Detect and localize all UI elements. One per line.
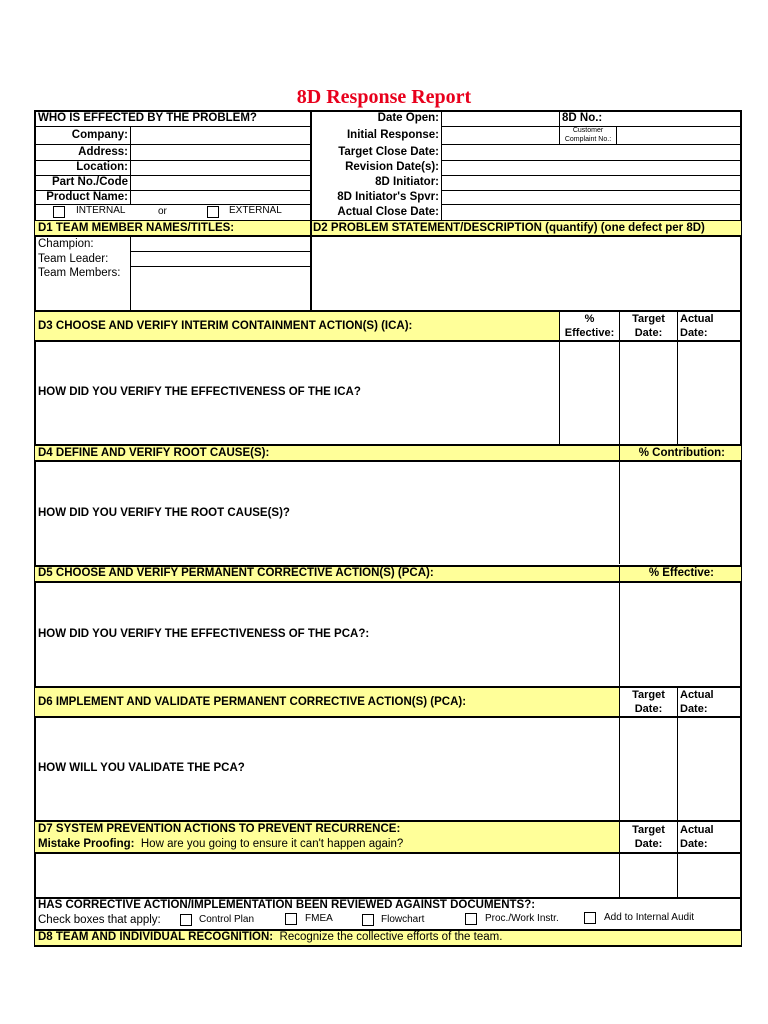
customer-label: Customer	[572, 127, 604, 134]
d6-actual-line1: Actual	[680, 689, 714, 701]
date-open-field[interactable]	[442, 111, 558, 126]
d3-actual-date-header	[680, 312, 740, 340]
d6-target-line1: Target	[632, 689, 665, 701]
flowchart-label: Flowchart	[381, 914, 425, 925]
8d-initiator-spvr-field[interactable]	[442, 191, 740, 203]
d4-contribution-header: % Contribution:	[638, 447, 725, 459]
who-effected-label: WHO IS EFFECTED BY THE PROBLEM?	[38, 112, 257, 124]
champion-label: Champion:	[38, 238, 94, 250]
d3-pct-effective-header	[560, 312, 619, 340]
d6-col-divider	[677, 688, 678, 820]
complaint-no-label: Complaint No.:	[564, 136, 612, 143]
part-no-field[interactable]	[131, 176, 309, 189]
product-name-field[interactable]	[131, 191, 309, 203]
8d-no-label: 8D No.:	[562, 112, 603, 124]
d3-target-line2: Date:	[634, 327, 663, 339]
product-name-label: Product Name:	[46, 191, 128, 203]
complaint-divider	[616, 126, 617, 144]
initial-response-field[interactable]	[442, 127, 558, 143]
location-label: Location:	[76, 161, 128, 173]
address-field[interactable]	[131, 145, 309, 159]
review-label: HAS CORRECTIVE ACTION/IMPLEMENTATION BEEN REVIEWED AGAINST DOCUMENTS?:	[38, 899, 536, 911]
d6-question: HOW WILL YOU VALIDATE THE PCA?	[38, 762, 245, 774]
d7-target-date-header	[620, 823, 677, 851]
d6-actual-line2: Date:	[680, 703, 708, 715]
d3-target-date-header	[620, 312, 677, 340]
location-field[interactable]	[131, 161, 309, 174]
d3-actual-line1: Actual	[680, 313, 714, 325]
d4-col-divider	[619, 446, 620, 564]
d3-col-divider	[677, 312, 678, 444]
d6-actual-date-header	[680, 688, 740, 716]
flowchart-checkbox[interactable]	[362, 914, 374, 926]
control-plan-label: Control Plan	[199, 914, 255, 925]
d1-label: D1 TEAM MEMBER NAMES/TITLES:	[38, 222, 235, 234]
d3-question: HOW DID YOU VERIFY THE EFFECTIVENESS OF THE ICA?	[38, 386, 361, 398]
d7-actual-line1: Actual	[680, 824, 714, 836]
8d-initiator-label: 8D Initiator:	[375, 176, 439, 188]
d6-target-date-header	[620, 688, 677, 716]
d4-label: D4 DEFINE AND VERIFY ROOT CAUSE(S):	[38, 447, 270, 459]
mistake-proofing-label: Mistake Proofing:	[38, 838, 135, 850]
proc-work-instr-checkbox[interactable]	[465, 913, 477, 925]
d8-row	[38, 931, 502, 944]
team-leader-label: Team Leader:	[38, 253, 109, 265]
proc-work-instr-label: Proc./Work Instr.	[485, 913, 559, 924]
champion-field[interactable]	[131, 237, 309, 251]
d3-target-line1: Target	[632, 313, 665, 325]
d7-label: D7 SYSTEM PREVENTION ACTIONS TO PREVENT RECURRENCE:	[38, 823, 401, 835]
d7-actual-line2: Date:	[680, 838, 708, 850]
d7-target-line1: Target	[632, 824, 665, 836]
d4-question: HOW DID YOU VERIFY THE ROOT CAUSE(S)?	[38, 507, 290, 519]
d3-actual-line2: Date:	[680, 327, 708, 339]
fmea-label: FMEA	[305, 913, 333, 924]
internal-audit-label: Add to Internal Audit	[604, 912, 695, 923]
target-close-date-label: Target Close Date:	[338, 146, 439, 158]
d7-col-divider	[677, 822, 678, 897]
d3-pct-line1: %	[584, 313, 595, 325]
check-boxes-label: Check boxes that apply:	[38, 914, 161, 926]
internal-label: INTERNAL	[76, 205, 126, 216]
d7-target-line2: Date:	[634, 838, 663, 850]
d7-mistake-proofing-row	[38, 838, 403, 851]
d3-pct-line2: Effective:	[564, 327, 615, 339]
control-plan-checkbox[interactable]	[180, 914, 192, 926]
internal-audit-checkbox[interactable]	[584, 912, 596, 924]
fmea-checkbox[interactable]	[285, 913, 297, 925]
target-close-date-field[interactable]	[442, 145, 740, 159]
8d-initiator-field[interactable]	[442, 176, 740, 189]
part-no-label: Part No./Code	[51, 176, 128, 188]
problem-statement-field[interactable]	[312, 237, 740, 309]
external-checkbox[interactable]	[207, 206, 219, 218]
d6-label: D6 IMPLEMENT AND VALIDATE PERMANENT CORRECTIVE ACTION(S) (PCA):	[38, 696, 467, 708]
8d-initiator-spvr-label: 8D Initiator's Spvr:	[337, 191, 439, 203]
d8-label: D8 TEAM AND INDIVIDUAL RECOGNITION:	[38, 931, 274, 943]
revision-dates-field[interactable]	[442, 161, 740, 174]
report-title: 8D Response Report	[296, 86, 472, 108]
team-members-field[interactable]	[131, 267, 309, 309]
d5-question: HOW DID YOU VERIFY THE EFFECTIVENESS OF THE PCA?:	[38, 628, 370, 640]
d5-col-divider	[619, 567, 620, 686]
mistake-proofing-text: How are you going to ensure it can't happen again?	[140, 838, 404, 850]
initial-response-label: Initial Response:	[346, 129, 439, 141]
team-leader-field[interactable]	[131, 252, 309, 266]
company-label: Company:	[71, 129, 128, 141]
d7-actual-date-header	[680, 823, 740, 851]
company-field[interactable]	[131, 127, 309, 143]
d2-label: D2 PROBLEM STATEMENT/DESCRIPTION (quantify) (one defect per 8D)	[313, 222, 705, 234]
internal-checkbox[interactable]	[53, 206, 65, 218]
prevention-field[interactable]	[36, 854, 618, 896]
date-open-label: Date Open:	[377, 112, 439, 124]
d5-effective-header: % Effective:	[648, 567, 714, 579]
revision-dates-label: Revision Date(s):	[345, 161, 439, 173]
team-members-label: Team Members:	[38, 267, 121, 279]
external-label: EXTERNAL	[229, 205, 282, 216]
d3-label: D3 CHOOSE AND VERIFY INTERIM CONTAINMENT ACTION(S) (ICA):	[38, 320, 413, 332]
d5-label: D5 CHOOSE AND VERIFY PERMANENT CORRECTIVE ACTION(S) (PCA):	[38, 567, 434, 579]
d8-text: Recognize the collective efforts of the team.	[279, 931, 503, 943]
or-label: or	[158, 206, 167, 217]
address-label: Address:	[78, 146, 128, 158]
d6-target-line2: Date:	[634, 703, 663, 715]
actual-close-date-label: Actual Close Date:	[337, 206, 439, 218]
actual-close-date-field[interactable]	[442, 205, 740, 219]
